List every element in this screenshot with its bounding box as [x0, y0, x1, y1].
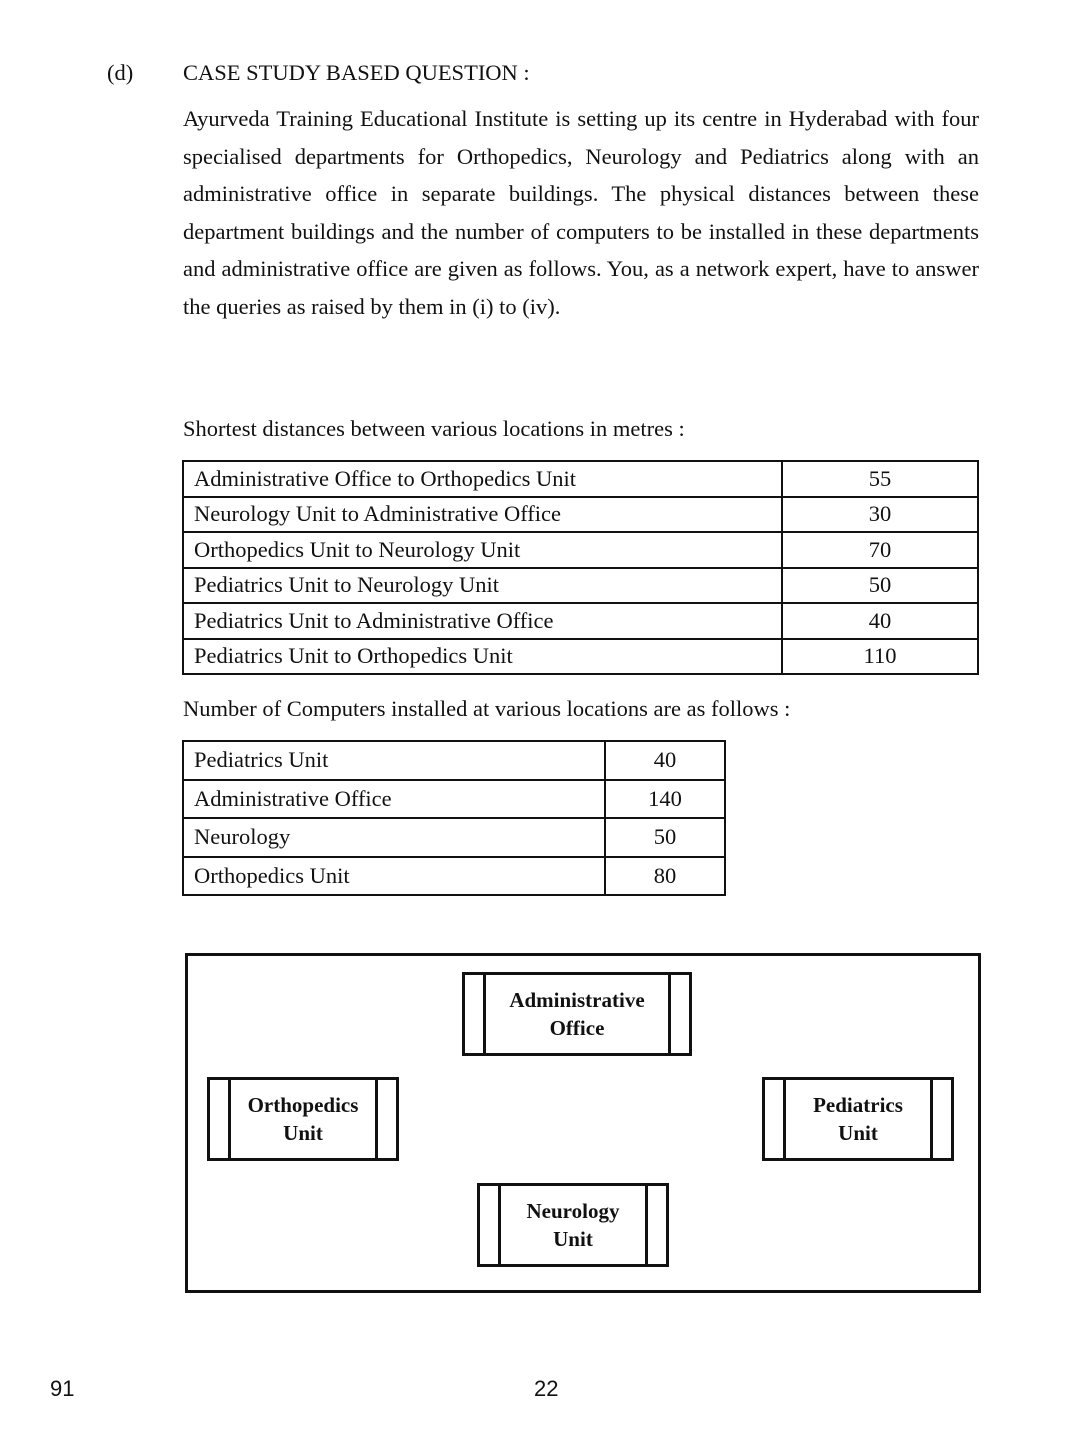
paper-code: 91 — [50, 1376, 75, 1401]
row-label: Pediatrics Unit to Administrative Office — [183, 603, 782, 639]
ortho-label-2: Unit — [283, 1121, 323, 1145]
computers-table — [182, 740, 726, 896]
admin-label-1: Administrative — [509, 988, 645, 1012]
row-label: Pediatrics Unit to Orthopedics Unit — [183, 639, 782, 675]
admin-office-block — [462, 972, 692, 1056]
pediatrics-label-1: Pediatrics — [813, 1093, 903, 1117]
row-label: Neurology — [183, 818, 605, 857]
table-row — [183, 497, 978, 533]
admin-label-2: Office — [549, 1016, 605, 1040]
row-label: Orthopedics Unit — [183, 857, 605, 896]
table-row — [183, 857, 725, 896]
page-number: 22 — [534, 1376, 559, 1401]
row-value: 40 — [605, 741, 725, 780]
neurology-label-2: Unit — [553, 1227, 593, 1251]
neurology-block — [477, 1183, 669, 1267]
row-label: Neurology Unit to Administrative Office — [183, 497, 782, 533]
distances-table — [182, 460, 979, 675]
row-value: 50 — [605, 818, 725, 857]
table-row — [183, 639, 978, 675]
question-paragraph: Ayurveda Training Educational Institute is setting up its centre in Hyderabad with four specialised departments for Orthopedics, Neurology and Pediatrics along with an administrative office in separate buildings. The physical distances between these department buildings and the number of computers to be installed in these departments and administrative office are given as follows. You, as a network expert, have to answer the queries as raised by them in (i) to (iv). — [183, 106, 979, 319]
row-value: 140 — [605, 780, 725, 819]
row-label: Pediatrics Unit — [183, 741, 605, 780]
row-label: Pediatrics Unit to Neurology Unit — [183, 568, 782, 604]
row-value: 40 — [782, 603, 978, 639]
table-row — [183, 461, 978, 497]
ortho-label-1: Orthopedics — [247, 1093, 359, 1117]
table-row — [183, 780, 725, 819]
question-label: (d) — [107, 60, 134, 85]
row-value: 30 — [782, 497, 978, 533]
row-value: 80 — [605, 857, 725, 896]
row-label: Administrative Office — [183, 780, 605, 819]
row-value: 70 — [782, 532, 978, 568]
neurology-label-1: Neurology — [526, 1199, 620, 1223]
table-row — [183, 741, 725, 780]
table-row — [183, 603, 978, 639]
row-label: Administrative Office to Orthopedics Unit — [183, 461, 782, 497]
distances-caption: Shortest distances between various locations in metres : — [183, 416, 685, 441]
table-row — [183, 818, 725, 857]
pediatrics-block — [762, 1077, 954, 1161]
row-label: Orthopedics Unit to Neurology Unit — [183, 532, 782, 568]
table-row — [183, 568, 978, 604]
row-value: 55 — [782, 461, 978, 497]
computers-caption: Number of Computers installed at various locations are as follows : — [183, 696, 791, 721]
row-value: 110 — [782, 639, 978, 675]
table-row — [183, 532, 978, 568]
orthopedics-block — [207, 1077, 399, 1161]
pediatrics-label-2: Unit — [838, 1121, 878, 1145]
row-value: 50 — [782, 568, 978, 604]
question-heading: CASE STUDY BASED QUESTION : — [183, 60, 530, 85]
